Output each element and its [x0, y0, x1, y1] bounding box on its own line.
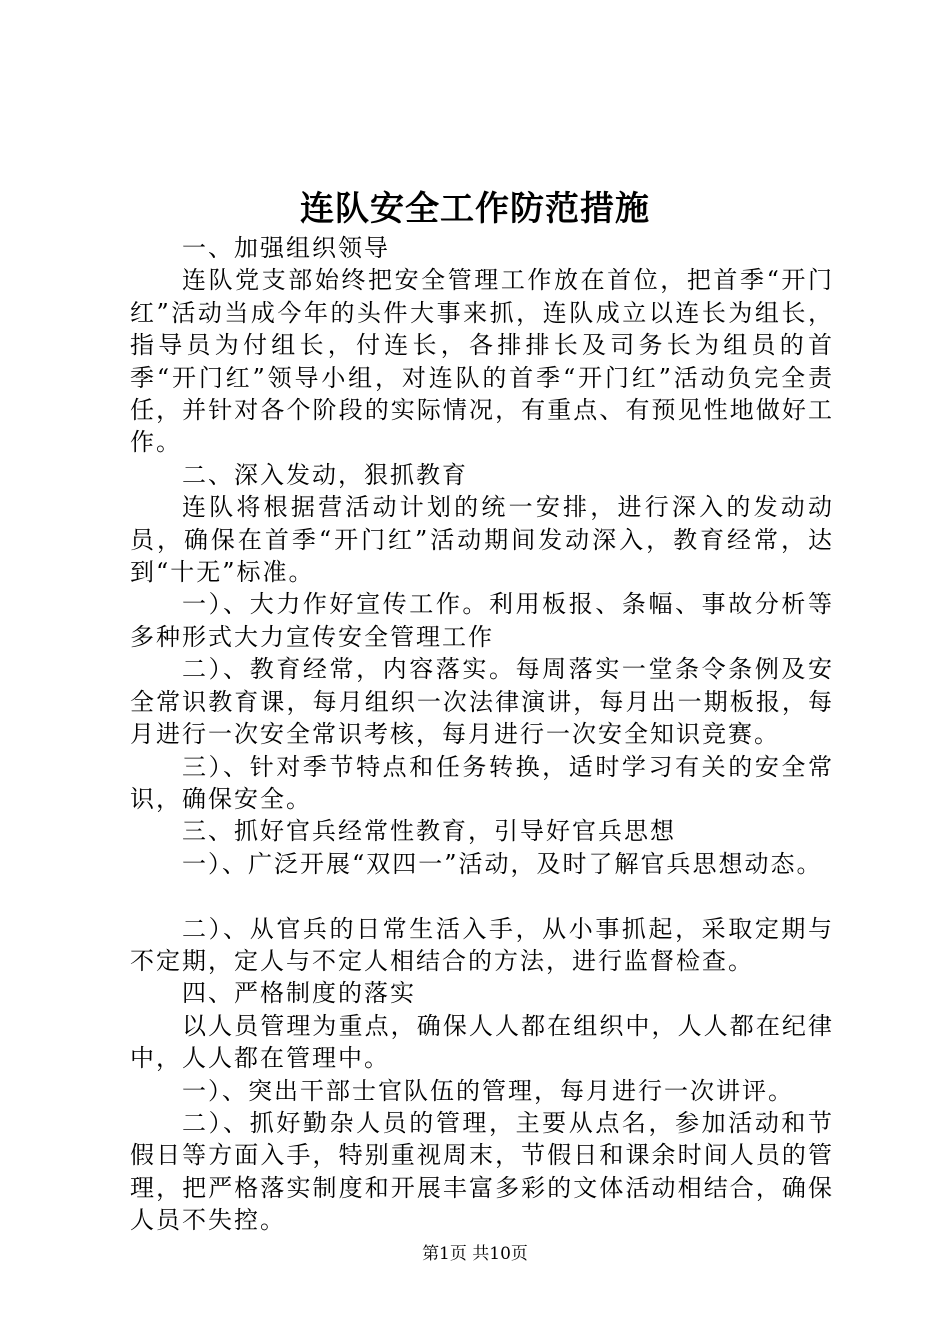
section-heading-3: 三、抓好官兵经常性教育，引导好官兵思想: [182, 817, 676, 846]
sub-item-2-2: 二）、教育经常，内容落实。每周落实一堂条令条例及安全常识教育课，每月组织一次法律演讲，每月出一期板报，每月进行一次安全常识考核，每月进行一次安全知识竞赛。: [130, 655, 834, 749]
sub-item-3-2: 二）、从官兵的日常生活入手，从小事抓起，采取定期与不定期，定人与不定人相结合的方法，进行监督检查。: [130, 914, 834, 975]
sub-item-2-1: 一）、大力作好宣传工作。利用板报、条幅、事故分析等多种形式大力宣传安全管理工作: [130, 590, 834, 651]
paragraph-4: 以人员管理为重点，确保人人都在组织中，人人都在纪律中，人人都在管理中。: [130, 1011, 834, 1073]
section-heading-4: 四、严格制度的落实: [182, 979, 416, 1008]
section-heading-1: 一、加强组织领导: [182, 234, 390, 262]
sub-item-2-3: 三）、针对季节特点和任务转换，适时学习有关的安全常识，确保安全。: [130, 752, 834, 813]
blank-line: [130, 880, 834, 912]
sub-item-4-1: 一）、突出干部士官队伍的管理，每月进行一次讲评。: [182, 1076, 794, 1105]
paragraph-1: 连队党支部始终把安全管理工作放在首位，把首季“开门红”活动当成今年的头件大事来抓，连队成立以连长为组长，指导员为付组长，付连长，各排排长及司务长为组员的首季“开门红”领导小组，对连队的首季“开门红”活动负完全责任，并针对各个阶段的实际情况，有重点、有预见性地做好工作。: [130, 266, 834, 457]
paragraph-2: 连队将根据营活动计划的统一安排，进行深入的发动动员，确保在首季“开门红”活动期间发动深入，教育经常，达到“十无”标准。: [130, 493, 834, 587]
page-number: 第1页 共10页: [422, 1244, 528, 1264]
document-title: 连队安全工作防范措施: [300, 189, 650, 229]
section-heading-2: 二、深入发动，狠抓教育: [182, 460, 468, 489]
document-body: [130, 232, 834, 1237]
sub-item-3-1: 一）、广泛开展“双四一”活动，及时了解官兵思想动态。: [182, 849, 823, 878]
sub-item-4-2: 二）、抓好勤杂人员的管理，主要从点名，参加活动和节假日等方面入手，特别重视周末，节假日和课余时间人员的管理，把严格落实制度和开展丰富多彩的文体活动相结合，确保人员不失控。: [130, 1108, 834, 1235]
